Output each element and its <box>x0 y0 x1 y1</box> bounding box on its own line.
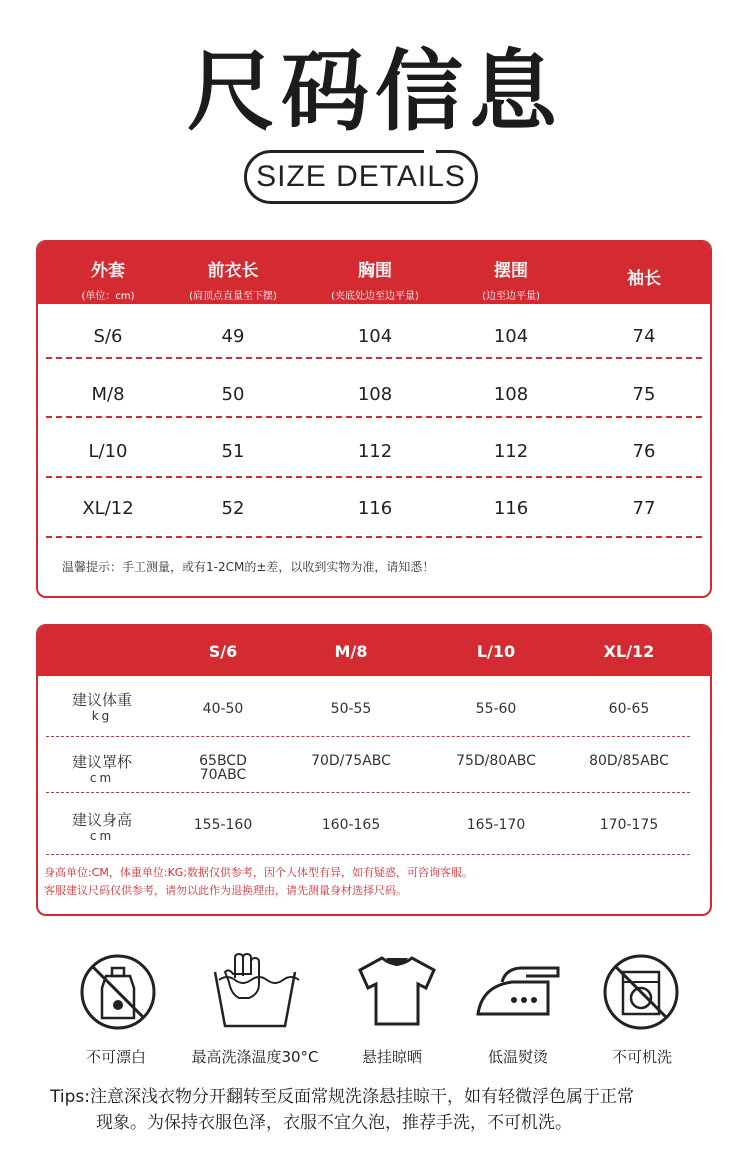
header-size: S/6 <box>208 642 238 661</box>
value-cell: 155-160 <box>193 817 253 833</box>
value-cell: 52 <box>221 498 245 519</box>
value-cell: 104 <box>493 326 529 347</box>
size-cell: L/10 <box>88 441 128 462</box>
value-cell: 108 <box>357 384 393 405</box>
header-size: M/8 <box>334 642 368 661</box>
row-divider <box>46 476 702 478</box>
care-label-wash-temp: 最高洗涤温度30°C <box>191 1048 319 1066</box>
value-cell: 160-165 <box>321 817 381 833</box>
care-label-low-iron: 低温熨烫 <box>487 1048 548 1066</box>
measurement-note: 温馨提示：手工测量，或有1-2CM的±差，以收到实物为准，请知悉！ <box>62 560 435 574</box>
value-cell: 74 <box>632 326 656 347</box>
no-bleach-icon <box>63 950 173 1034</box>
row-divider <box>46 792 690 793</box>
col-sleeve: 袖长 <box>627 269 661 289</box>
no-machine-wash-icon <box>586 950 696 1034</box>
size-table-header <box>38 242 710 304</box>
value-cell: 75D/80ABC <box>456 753 536 769</box>
row-divider <box>46 736 690 737</box>
col-front-length: 前衣长 (肩顶点直量至下摆) <box>189 261 277 302</box>
header-size: L/10 <box>476 642 516 661</box>
value-cell: 60-65 <box>608 701 650 717</box>
care-label-no-bleach: 不可漂白 <box>85 1048 146 1066</box>
unit-note: 身高单位:CM，体重单位:KG;数据仅供参考，因个人体型有异，如有疑惑，可咨询客服。 <box>44 866 474 879</box>
value-cell: 55-60 <box>475 701 517 717</box>
care-label-no-machine: 不可机洗 <box>611 1048 672 1066</box>
value-cell: 50 <box>221 384 245 405</box>
size-cell: XL/12 <box>82 498 134 519</box>
recommendation-table <box>36 624 712 916</box>
value-cell: 76 <box>632 441 656 462</box>
row-label: 建议身高 cm <box>71 811 132 843</box>
value-cell: 116 <box>493 498 529 519</box>
value-cell: 49 <box>221 326 245 347</box>
recommendation-table-header <box>38 626 710 676</box>
pill-decoration <box>424 144 436 154</box>
tips-line-2: 现象。为保持衣服色泽，衣服不宜久泡，推荐手洗，不可机洗。 <box>96 1113 572 1133</box>
value-cell: 108 <box>493 384 529 405</box>
value-cell: 65BCD 70ABC <box>199 753 247 783</box>
hang-dry-icon <box>342 950 452 1034</box>
size-cell: M/8 <box>91 384 125 405</box>
value-cell: 80D/85ABC <box>589 753 669 769</box>
row-divider <box>46 536 702 538</box>
care-tips <box>50 1084 710 1136</box>
value-cell: 116 <box>357 498 393 519</box>
value-cell: 104 <box>357 326 393 347</box>
service-note: 客服建议尺码仅供参考，请勿以此作为退换理由，请先测量身材选择尺码。 <box>44 884 407 897</box>
value-cell: 112 <box>357 441 393 462</box>
value-cell: 70D/75ABC <box>311 753 391 769</box>
subtitle-pill: SIZE DETAILS <box>244 150 478 204</box>
low-iron-icon <box>462 950 572 1034</box>
value-cell: 40-50 <box>202 701 244 717</box>
col-outerwear: 外套 (单位：cm) <box>81 261 135 302</box>
care-label-hang-dry: 悬挂晾晒 <box>361 1048 422 1066</box>
row-label: 建议罩杯 cm <box>71 753 132 785</box>
hand-wash-30-icon <box>200 950 310 1034</box>
value-cell: 77 <box>632 498 656 519</box>
row-divider <box>46 416 702 418</box>
value-cell: 75 <box>632 384 656 405</box>
size-cell: S/6 <box>93 326 123 347</box>
value-cell: 51 <box>221 441 245 462</box>
col-hem: 摆围 (边至边平量) <box>482 261 540 302</box>
size-table <box>36 240 712 598</box>
row-divider <box>46 357 702 359</box>
page-title: 尺码信息 <box>186 40 563 143</box>
row-divider <box>46 854 690 855</box>
value-cell: 112 <box>493 441 529 462</box>
value-cell: 50-55 <box>330 701 372 717</box>
header-size: XL/12 <box>603 642 655 661</box>
value-cell: 170-175 <box>599 817 659 833</box>
row-label: 建议体重 kg <box>71 691 132 723</box>
value-cell: 165-170 <box>466 817 526 833</box>
col-chest: 胸围 (夹底处边至边平量) <box>331 261 419 302</box>
tips-line-1: Tips:注意深浅衣物分开翻转至反面常规洗涤悬挂晾干，如有轻微浮色属于正常 <box>50 1087 634 1107</box>
